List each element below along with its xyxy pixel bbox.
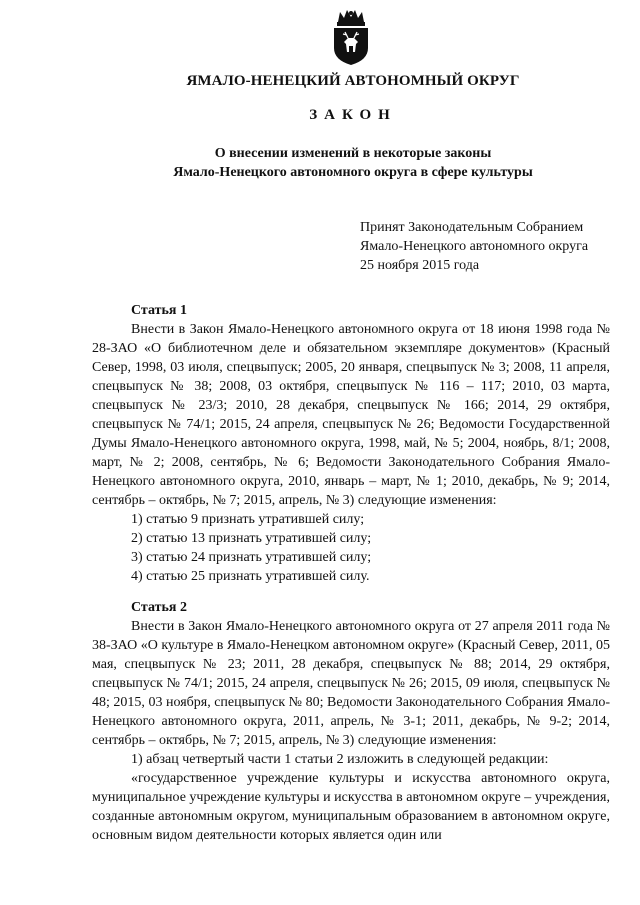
article-1-item: 2) статью 13 признать утратившей силу; — [131, 531, 372, 546]
article-1 — [92, 301, 610, 586]
article-1-text: Внести в Закон Ямало-Ненецкого автономного округа от 18 июня 1998 года № 28-ЗАО «О библиотечном деле и обязательном экземпляре документов» (Красный Север, 1998, 03 июля, спецвыпуск; 2005, 20 января, спецвыпуск № 3; 2008, 11 апреля, спецвыпуск № 38; 2008, 03 октября, спецвыпуск № 116 – 117; 2010, 03 марта, спецвыпуск № 23/3; 2010, 28 декабря, спецвыпуск № 166; 2014, 29 октября, спецвыпуск № 74/1; 2015, 24 апреля, спецвыпуск № 26; Ведомости Государственной Думы Ямало-Ненецкого автономного округа, 1998, май, № 5; 2004, ноябрь, 8/1; 2008, март, № 2; 2008, сентябрь, № 6; Ведомости Законодательного Собрания Ямало-Ненецкого автономного округа, 2010, январь – март, № 1; 2010, декабрь, № 9; 2014, сентябрь – октябрь, № 7; 2015, апрель, № 3) следующие изменения: — [92, 322, 610, 508]
article-2-heading: Статья 2 — [131, 600, 187, 615]
subject-line-2: Ямало-Ненецкого автономного округа в сфере культуры — [173, 165, 533, 180]
article-1-item: 4) статью 25 признать утратившей силу. — [131, 569, 370, 584]
law-subject — [0, 144, 640, 182]
article-1-item: 3) статью 24 признать утратившей силу; — [131, 550, 372, 565]
article-2-text: Внести в Закон Ямало-Ненецкого автономного округа от 27 апреля 2011 года № 38-ЗАО «О культуре в Ямало-Ненецком автономном округе» (Красный Север, 2011, 05 мая, спецвыпуск № 23; 2011, 28 декабря, спецвыпуск № 88; 2014, 29 октября, спецвыпуск № 74/1; 2015, 24 апреля, спецвыпуск № 26; 2015, 09 июля, спецвыпуск № 48; 2015, 03 ноября, спецвыпуск № 80; Ведомости Законодательного Собрания Ямало-Ненецкого автономного округа, 2011, апрель, № 3-1; 2011, декабрь, № 9-2; 2014, сентябрь – октябрь, № 7; 2015, апрель, № 3) следующие изменения: — [92, 619, 610, 748]
adoption-date: 25 ноября 2015 года — [360, 258, 480, 273]
article-2-item-1: 1) абзац четвертый части 1 статьи 2 изложить в следующей редакции: — [131, 752, 549, 767]
article-1-heading: Статья 1 — [131, 303, 187, 318]
coat-of-arms-emblem — [330, 8, 372, 66]
adoption-block — [360, 218, 588, 275]
article-2 — [92, 598, 610, 845]
article-1-item: 1) статью 9 признать утратившей силу; — [131, 512, 365, 527]
subject-line-1: О внесении изменений в некоторые законы — [214, 146, 492, 161]
adoption-line-2: Ямало-Ненецкого автономного округа — [360, 239, 589, 254]
region-name: ЯМАЛО-НЕНЕЦКИЙ АВТОНОМНЫЙ ОКРУГ — [186, 73, 520, 89]
adoption-line-1: Принят Законодательным Собранием — [360, 220, 584, 235]
article-2-quote: «государственное учреждение культуры и искусства автономного округа, муниципальное учреждение культуры и искусства в автономном округе – учреждения, созданные автономным округом, муниципальным образованием в автономном округе, основным видом деятельности которых является один или — [92, 771, 610, 843]
document-type-title: ЗАКОН — [309, 107, 397, 123]
